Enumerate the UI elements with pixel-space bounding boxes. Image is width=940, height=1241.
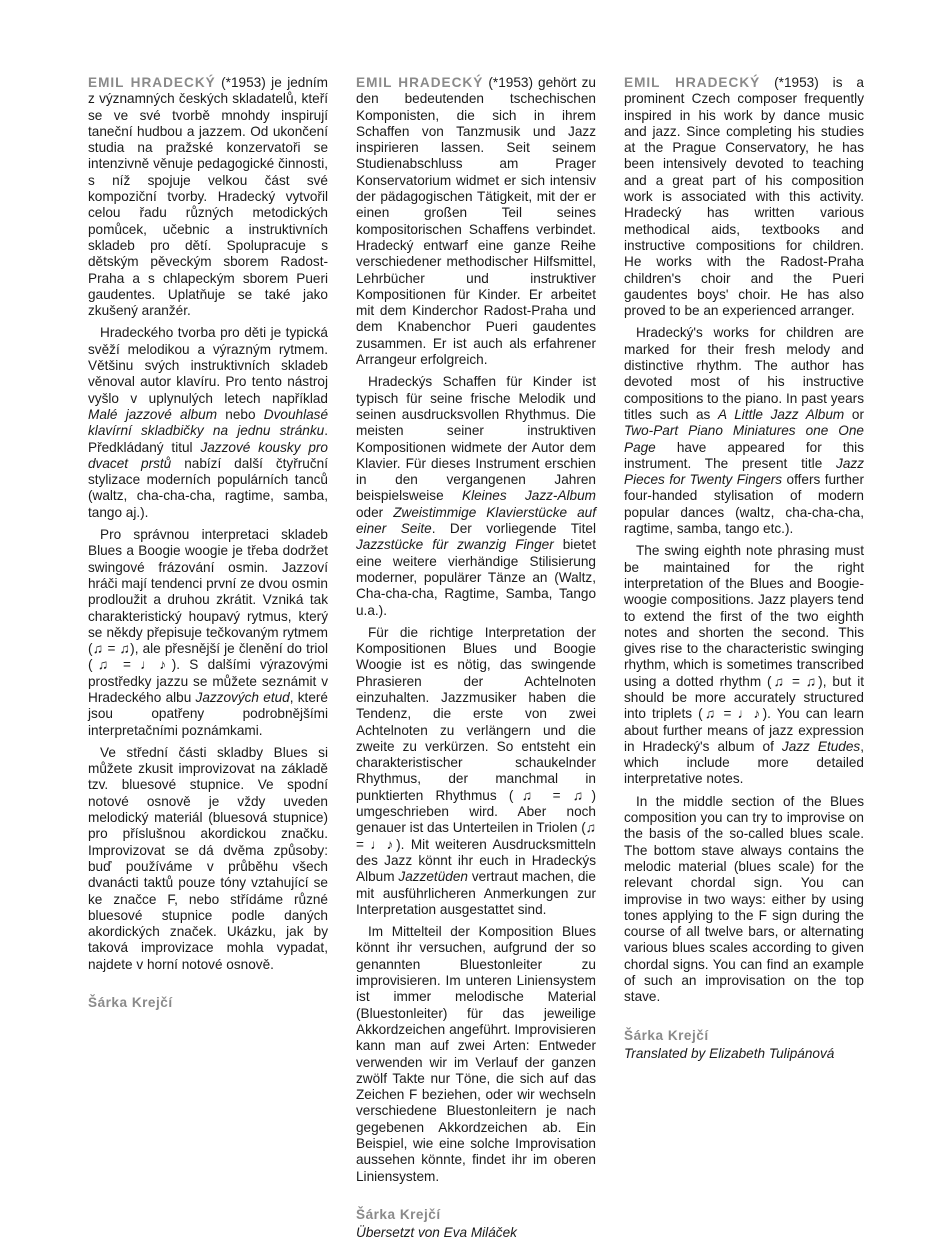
composer-name: EMIL HRADECKÝ: [88, 75, 216, 90]
en-paragraph-2: Hradecký's works for children are marked for their fresh melody and distinctive rhythm. The author has devoted most of his instructive compositions to the piano. In past years titles such as A Little Jazz Album or Two-Part Piano Miniatures one One Page have appeared for this instrument. The present title Jazz Pieces for Twenty Fingers offers further four-handed stylisation of modern popular dances (waltz, cha-cha-cha, ragtime, samba, tango etc.).: [624, 325, 864, 537]
de-paragraph-3: Für die richtige Interpretation der Kompositionen Blues und Boogie Woogie ist es nötig, das swingende Phrasieren der Achtelnoten einzuhalten. Jazzmusiker haben die Tendenz, die erste von zwei Achtelnoten zu verlängern und die zweite zu verkürzen. So entsteht ein charakteristischer schaukelnder Rhythmus, der manchmal in punktierten Rhythmus (♫ = ♫) umgeschrieben wird. Aber noch genauer ist das Unterteilen in Triolen (♫ = ♩♪). Mit weiteren Ausdrucksmitteln des Jazz könnt ihr euch in Hradeckýs Album Jazzetüden vertraut machen, die mit ausführlicheren Anmerkungen zur Interpretation ausgestattet sind.: [356, 624, 596, 917]
cz-paragraph-3: Pro správnou interpretaci skladeb Blues a Boogie woogie je třeba dodržet swingové frázování osmin. Jazzoví hráči mají tendenci první ze dvou osmin prodloužit a druhou zkrátit. Vzniká tak charakteristický houpavý rytmus, který se někdy přepisuje tečkovaným rytmem (♫ = ♫), ale přesnější je členění do triol (♫ = ♩♪). S dalšími výrazovými prostředky jazzu se můžete seznámit v Hradeckého albu Jazzových etud, které jsou opatřeny podrobnějšími interpretačními poznámkami.: [88, 527, 328, 738]
en-paragraph-4: In the middle section of the Blues composition you can try to improvise on the basis of the so-called blues scale. The bottom stave always contains the melodic material (blues scale) for the relevant chordal sign. You can improvise in two ways: either by using tones applying to the F sign during the course of all twelve bars, or alternating various blues scales according to given chordal signs. You can find an example of such an improvisation on the top stave.: [624, 793, 864, 1005]
composer-name: EMIL HRADECKÝ: [356, 75, 484, 90]
composer-name: EMIL HRADECKÝ: [624, 75, 761, 90]
german-column: [356, 75, 596, 1241]
de-paragraph-2: Hradeckýs Schaffen für Kinder ist typisch für seine frische Melodik und seinen ausdrucksvollen Rhythmus. Die meisten seiner instruktiven Kompositionen widmete der Autor dem Klavier. Für dieses Instrument erschien in den vergangenen Jahren beispielsweise Kleines Jazz-Album oder Zweistimmige Klavierstücke auf einer Seite. Der vorliegende Titel Jazzstücke für zwanzig Finger bietet eine weitere vierhändige Stilisierung moderner, populärer Tänze an (Waltz, Cha-cha-cha, Ragtime, Samba, Tango u.a.).: [356, 374, 597, 618]
en-paragraph-3: The swing eighth note phrasing must be maintained for the right interpretation of the Blues and Boogie-woogie compositions. Jazz players tend to extend the first of the two eighth notes and shorten the second. This gives rise to the characteristic swinging rhythm, which is sometimes transcribed using a dotted rhythm (♫ = ♫), but it should be more accurately structured into triplets (♫ = ♩♪). You can learn about further means of jazz expression in Hradecký's album of Jazz Etudes, which include more detailed interpretative notes.: [624, 543, 864, 787]
translator-credit: Übersetzt von Eva Miláček: [356, 1225, 517, 1241]
author-name: Šárka Krejčí: [356, 1206, 441, 1222]
de-paragraph-1: EMIL HRADECKÝ (*1953) gehört zu den bedeutenden tschechischen Komponisten, die sich in ihrem Schaffen von Tanzmusik und Jazz inspirieren lassen. Seit seinem Studienabschluss am Prager Konservatorium widmet er sich intensiv der pädagogischen Tätigkeit, mit der er einen großen Teil seines kompositorischen Schaffens verbindet. Hradecký entwarf eine ganze Reihe verschiedener methodischer Hilfsmittel, Lehrbücher und instruktiver Kompositionen für Kinder. Er arbeitet mit dem Kinderchor Radost-Praha und dem Knabenchor Pueri gaudentes zusammen. Er ist auch als erfahrener Arrangeur erfolgreich.: [356, 75, 596, 368]
cz-paragraph-4: Ve střední části skladby Blues si můžete zkusit improvizovat na základě tzv. bluesové stupnice. Ve spodní notové osnově je vždy uveden melodický materiál (bluesová stupnice) pro příslušnou akordickou značku. Improvizovat se dá dvěma způsoby: buď používáme v průběhu všech dvanácti taktů pouze tóny vztahující se ke značce F, nebo střídáme různé bluesové stupnice podle daných akordických značek. Ukázku, jak by taková improvizace mohla vypadat, najdete v horní notové osnově.: [88, 744, 328, 972]
translator-credit: Translated by Elizabeth Tulipánová: [624, 1045, 835, 1061]
cz-paragraph-1: EMIL HRADECKÝ (*1953) je jedním z významných českých skladatelů, kteří se ve své tvorbě mnohdy inspirují taneční hudbou a jazzem. Od ukončení studia na pražské konzervatoři se intenzivně věnuje pedagogické činnosti, s níž spojuje velkou část své kompoziční tvorby. Hradecký vytvořil celou řadu různých metodických pomůcek, učebnic a instruktivních skladeb pro dětí. Spolupracuje s dětským pěveckým sborem Radost-Praha a s chlapeckým sborem Pueri gaudentes. Uplatňuje se také jako zkušený aranžér.: [88, 75, 328, 319]
english-column: [624, 75, 864, 1062]
czech-column: [88, 75, 328, 1011]
cz-paragraph-2: Hradeckého tvorba pro děti je typická svěží melodikou a výrazným rytmem. Většinu svých instruktivních skladeb věnoval autor klavíru. Pro tento nástroj vyšlo v uplynulých letech například Malé jazzové album nebo Dvouhlasé klavírní skladbičky na jednu stránku. Předkládaný titul Jazzové kousky pro dvacet prstů nabízí další čtyřruční stylizace moderních populárních tanců (waltz, cha-cha-cha, ragtime, samba, tango aj.).: [88, 325, 329, 520]
author-name: Šárka Krejčí: [88, 995, 173, 1011]
de-paragraph-4: Im Mittelteil der Komposition Blues könnt ihr versuchen, aufgrund der so genannten Bluestonleiter zu improvisieren. Im unteren Liniensystem ist immer melodische Material (Bluestonleiter) für das jeweilige Akkordzeichen angeführt. Improvisieren kann man auf zwei Arten: Entweder verwenden wir im Verlauf der ganzen zwölf Takte nur Töne, die sich auf das Zeichen F beziehen, oder wir wechseln verschiedene Bluestonleitern je nach gegebenen Akkordzeichen ab. Ein Beispiel, wie eine solche Improvisation aussehen könnte, findet ihr im oberen Liniensystem.: [356, 924, 596, 1184]
author-name: Šárka Krejčí: [624, 1027, 709, 1043]
en-paragraph-1: EMIL HRADECKÝ (*1953) is a prominent Czech composer frequently inspired in his work by dance music and jazz. Since completing his studies at the Prague Conservatory, he has been intensively devoted to teaching and a great part of his composition work is associated with this activity. Hradecký has written various methodical aids, textbooks and instructive compositions for children. He works with the Radost-Praha children's choir and the Pueri gaudentes boys' choir. He has also proved to be an experienced arranger.: [624, 75, 864, 319]
